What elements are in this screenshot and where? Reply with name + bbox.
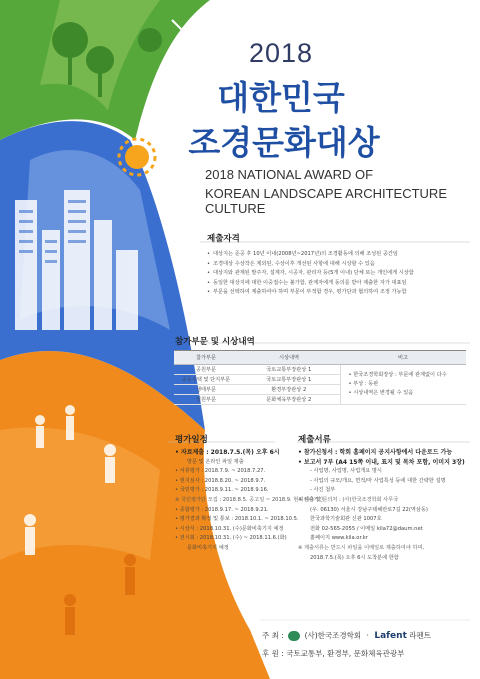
eligibility-item: • 동일한 대상지에 대한 이중접수는 불가함, 관계자에게 동의를 받아 제출한 자가 대표임 (207, 279, 414, 289)
eligibility-item: • 대상지는 준공 후 10년 이내(2008년~2017년)의 조경활동에 의해 조성된 공간임 (207, 250, 414, 260)
sponsor-brand: Lafent (374, 631, 407, 641)
note-cell (340, 365, 466, 405)
title-line1: 대한민국 (217, 78, 345, 117)
schedule-item: 문화비축기지 예정 (187, 544, 229, 551)
column-header: 비고 (340, 351, 466, 365)
sponsor-orgs: 국토교통부, 환경부, 문화체육관광부 (286, 649, 405, 658)
document-item: - 사업명, 사업명, 사업개요 명시 (310, 468, 382, 475)
document-item: - 사진 첨부 (310, 487, 336, 494)
schedule-item: ※ 국민평가단 모집 : 2018.8.5. 공고일 ~ 2018.9. 현지심사기간 (175, 496, 324, 503)
document-item: 2018.7.5.(목) 오후 6시 도착분에 한함 (310, 554, 399, 561)
category-cell: 공원부문 (174, 365, 238, 375)
host-org: (사)한국조경학회 (304, 631, 362, 640)
title-line2: 조경문화대상 (188, 123, 380, 162)
eligibility-item: • 부문을 선택하여 제출하여야 하며 부문이 부적합 경우, 평가단과 협의하여 조정 가능함 (207, 288, 414, 298)
column-header: 시상내역 (238, 351, 340, 365)
schedule-item: • 국민평가 : 2018.9.11. ~ 2018.9.16. (175, 487, 269, 494)
schedule-item: • 서류평가 : 2018.7.9. ~ 2018.7.27. (175, 468, 266, 475)
document-item: 한국과학기술회관 신관 1007호 (310, 516, 382, 523)
eligibility-item: • 조경대상 수상작은 제외된, 수상이후 개선된 사항에 대해 시상할 수 있음 (207, 260, 414, 270)
year-label: 2018 (248, 38, 314, 68)
category-cell: 공동주택 및 단지부문 (174, 375, 238, 385)
column-header: 참가부문 (174, 351, 238, 365)
document-item: - 사업의 규모/개요, 면적/마 사업특성 등에 대한 간략한 설명 (310, 477, 446, 484)
note-line: • 부상 : 동판 (348, 381, 379, 387)
english-title-line1: 2018 NATIONAL AWARD OF (205, 167, 374, 182)
category-cell: 정원부문 (174, 395, 238, 405)
sponsor-brand-kr: 라펜트 (409, 631, 432, 640)
eligibility-list (207, 250, 414, 298)
schedule-item: • 현지심사 : 2018.8.20. ~ 2018.9.7. (175, 477, 266, 484)
document-item: 전화 02-565-2055 / 이메일 kila72@daum.net (310, 525, 423, 532)
note-line: • 시상내역은 변경될 수 있음 (348, 390, 414, 396)
schedule-item: • 자료제출 : 2018.7.5.(목) 오후 6시 (175, 449, 280, 456)
schedule-item: • 전시회 : 2018.10.31. (수) ~ 2018.11.6.(화) (175, 535, 287, 542)
note-line: • 한국조경학회장상 : 부문에 관계없이 다수 (348, 372, 447, 378)
award-cell: 국토교통부장관상 1 (238, 365, 340, 375)
document-item: • 보고서 7부 (A4 15쪽 이내, 표지 및 목차 포함, 이미지 3장) (298, 458, 465, 466)
schedule-item: • 종합평가 : 2018.9.17. ~ 2018.9.21. (175, 506, 269, 513)
sponsor-label: 후 원 : (262, 649, 284, 658)
documents-list (298, 448, 465, 563)
categories-heading: 참가부문 및 시상내역 (175, 337, 255, 347)
schedule-item: • 평가결과 확정 및 통보 : 2018.10.1. ~ 2018.10.5. (175, 516, 299, 523)
eligibility-heading: 제출자격 (207, 234, 240, 244)
schedule-heading: 평가일정 (175, 435, 208, 445)
schedule-item: 방문 및 온라인 파일 제출 (187, 458, 244, 465)
document-item: (우. 06130) 서울시 강남구테헤란로7길 22(역삼동) (310, 506, 428, 513)
document-item: • 참가신청서 : 학회 홈페이지 공지사항에서 다운로드 가능 (298, 449, 453, 456)
table-row (174, 365, 466, 375)
award-cell: 문화체육부장관상 2 (238, 395, 340, 405)
documents-heading: 제출서류 (298, 435, 331, 445)
schedule-item: • 시상식 : 2018.10.31. (수)문화비축기지 예정 (175, 525, 284, 532)
document-item: 홈페이지 www.kila.or.kr (310, 535, 368, 542)
categories-table (174, 350, 466, 405)
english-title-line2: KOREAN LANDSCAPE ARCHITECTURE CULTURE (205, 186, 447, 216)
document-item: ※ 제출 및 문의처 : (사)한국조경학회 사무국 (298, 496, 399, 503)
host-line: 주 최 : (사)한국조경학회 · Lafent 라펜트 (262, 631, 432, 641)
host-label: 주 최 : (262, 631, 284, 640)
eligibility-item: • 대상지와 관계된 발주자, 설계자, 시공자, 관리자 등(5개 이내) 단체 또는 개인에게 시상함 (207, 269, 414, 279)
document-item: ※ 제출서류는 반드시 파일을 이메일로 제출하여야 하며, (298, 544, 425, 551)
award-cell: 국토교통부장관상 1 (238, 375, 340, 385)
award-cell: 환경부장관상 2 (238, 385, 340, 395)
sponsor-line (262, 648, 404, 659)
table-header-row (174, 351, 466, 365)
host-logo-icon (288, 631, 300, 641)
category-cell: 생태부문 (174, 385, 238, 395)
